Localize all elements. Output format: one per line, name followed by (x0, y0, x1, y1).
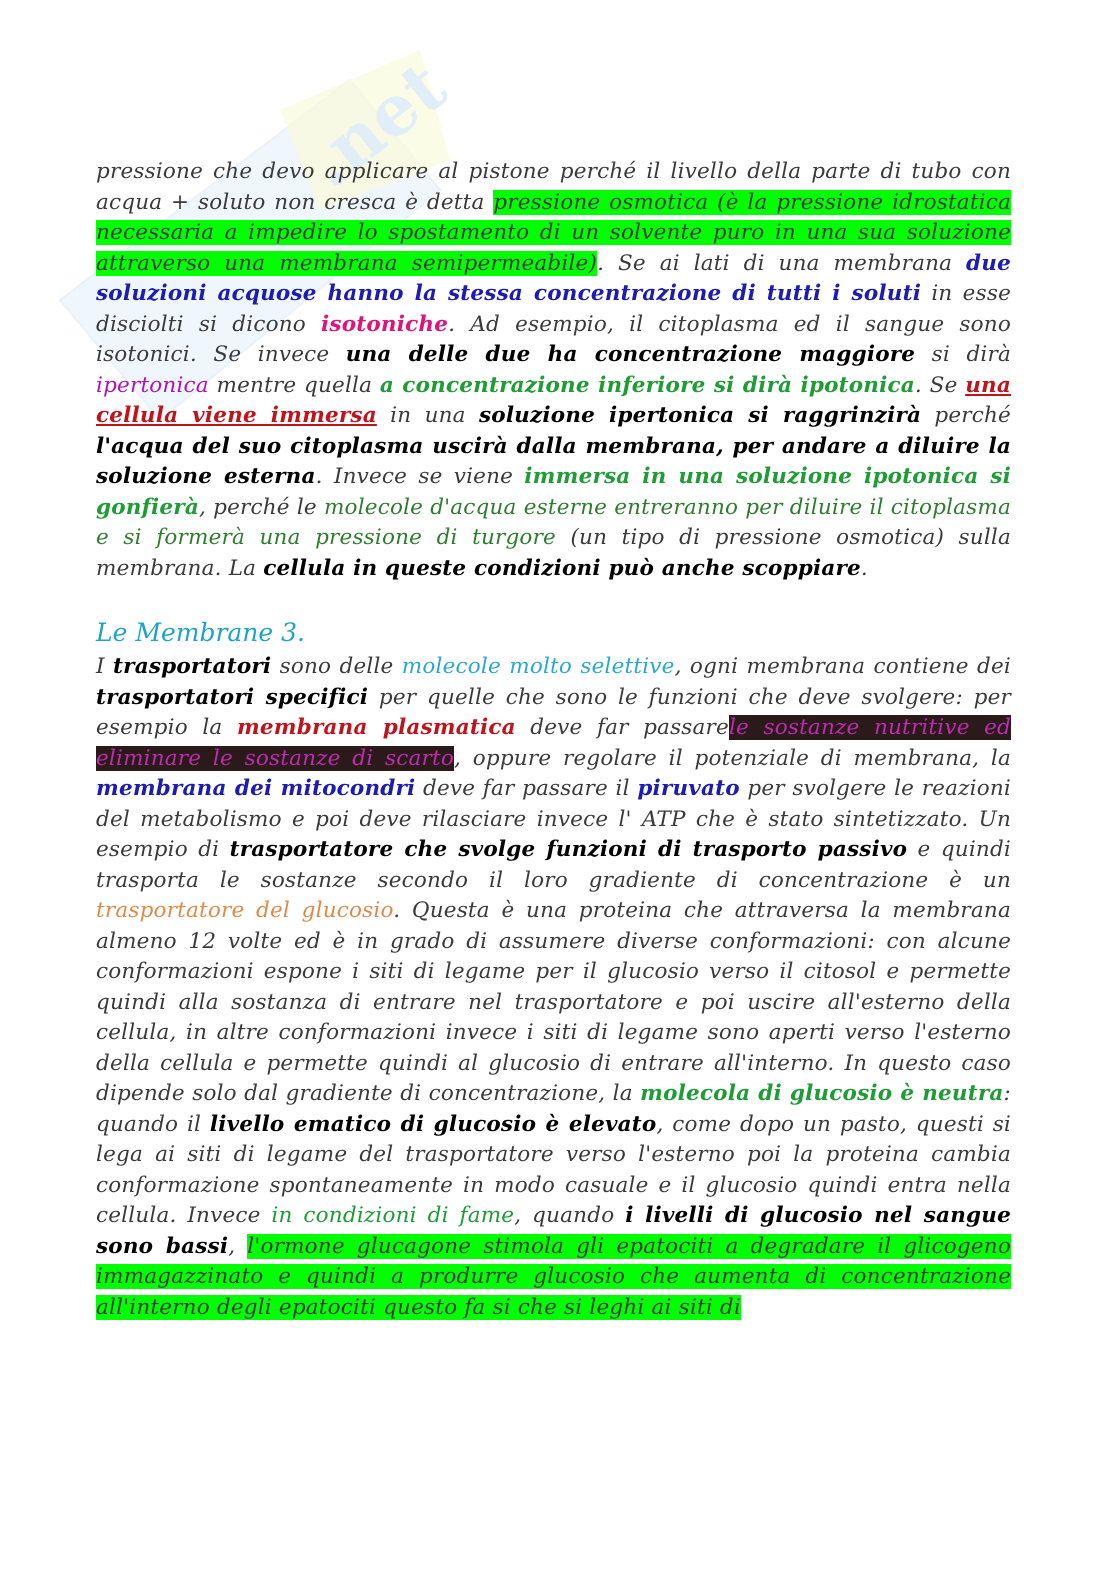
document-page (96, 157, 1011, 1323)
emphasis-pressione-turgore: molecole d'acqua esterne entreranno per diluire il citoplasma e si formerà una pressione di turgore (96, 494, 1011, 550)
text-run: . Questa è una proteina che attraversa la membrana almeno 12 volte ed è in grado di assumere diverse conformazioni: con alcune conformazioni espone i siti di legame per il glucosio verso il citosol e permette quindi alla sostanza di entrare nel trasportatore e poi uscire all'esterno della cellula, in altre conformazioni invece i siti di legame sono aperti verso l'esterno della cellula e permette quindi al glucosio di entrare all'interno. In questo caso dipende solo dal gradiente di concentrazione, la (96, 898, 1011, 1106)
text-run: in esse disciolti si dicono (96, 281, 1011, 337)
text-run: . (860, 555, 868, 581)
text-run: , oppure regolare il potenziale di membrana, la (454, 745, 1011, 771)
term-trasportatori-specifici: trasportatori specifici (96, 684, 369, 710)
text-run: in una (376, 403, 479, 428)
emphasis-raggrinzira: soluzione ipertonica si raggrinzirà (478, 403, 922, 428)
highlight-glucagone: l'ormone glucagone stimola gli epatociti a degradare il glicogeno immagazzinato e quindi a produrre glucosio che aumenta di concentrazione all'interno degli epatociti questo fa si che si leghi ai siti di (96, 1233, 1011, 1320)
emphasis-livello-ematico: livello ematico di glucosio è elevato (209, 1111, 657, 1137)
emphasis-concentrazione-maggiore: una delle due ha concentrazione maggiore (345, 342, 916, 367)
text-run: , perché le (198, 494, 324, 520)
paragraph-osmosis (96, 157, 1011, 584)
term-trasportatori: trasportatori (113, 654, 272, 679)
term-membrana-mitocondri: membrana dei mitocondri (96, 776, 416, 801)
text-run: , come dopo un pasto, questi si lega ai siti di legame del trasportatore verso l'esterno poi la proteina cambia conformazione spontaneamente in modo casuale e il glucosio quindi entra nella cellula. Invece (96, 1111, 1012, 1228)
text-run: deve far passare (515, 715, 729, 740)
emphasis-acqua-uscira: l'acqua del suo citoplasma uscirà dalla membrana, per andare a diluire la soluzione esterna (96, 433, 1011, 489)
emphasis-cellula-immersa: una cellula viene immersa (96, 372, 1011, 428)
emphasis-scoppiare: cellula in queste condizioni può anche scoppiare (263, 555, 861, 581)
emphasis-condizioni-fame: in condizioni di fame (271, 1203, 515, 1228)
emphasis-livelli-bassi: i livelli di glucosio nel sangue sono bassi (96, 1203, 1011, 1259)
text-run: , quando (514, 1203, 626, 1228)
text-run: . Invece se viene (315, 464, 525, 489)
text-run: . Se ai lati di una membrana (597, 250, 967, 276)
term-piruvato: piruvato (637, 776, 740, 801)
text-run: I (96, 654, 114, 679)
highlight-pressione-osmotica: pressione osmotica (è la pressione idrostatica necessaria a impedire lo spostamento di un solvente puro in una sua soluzione attraverso una membrana semipermeabile) (96, 189, 1011, 276)
section-heading: Le Membrane 3. (96, 618, 305, 647)
emphasis-soluzioni-acquose: due soluzioni acquose hanno la stessa concentrazione di tutti i soluti (96, 250, 1011, 306)
text-run: pressione che devo applicare al pistone perché il livello della parte di tubo con acqua + soluto non cresca è detta (96, 159, 1011, 215)
highlight-sostanze-nutritive: le sostanze nutritive ed eliminare le sostanze di scarto (96, 715, 1011, 771)
text-run: e quindi trasporta le sostanze secondo il loro gradiente di concentrazione è un (96, 837, 1011, 893)
text-run: per svolgere le reazioni del metabolismo e poi deve rilasciare invece l' ATP che è stato sintetizzato. Un esempio di (96, 776, 1011, 862)
text-run: . Ad esempio, il citoplasma ed il sangue sono isotonici. Se invece (96, 311, 1011, 367)
text-run: . Se (914, 372, 966, 398)
text-run: perché (921, 403, 1011, 428)
emphasis-trasporto-passivo: trasportatore che svolge funzioni di trasporto passivo (229, 837, 908, 862)
emphasis-molecole-selettive: molecole molto selettive (401, 654, 675, 679)
term-isotoniche: isotoniche (321, 311, 449, 337)
term-ipotonica: a concentrazione inferiore si dirà ipotonica (379, 372, 915, 398)
term-trasportatore-glucosio: trasportatore del glucosio (96, 898, 394, 923)
text-run: , (228, 1233, 248, 1259)
text-run: deve far passare il (415, 776, 638, 801)
watermark-text: .net (290, 44, 462, 204)
text-run: mentre quella (208, 372, 380, 398)
emphasis-glucosio-neutra: molecola di glucosio è neutra (640, 1081, 1004, 1106)
text-run: per quelle che sono le funzioni che deve svolgere: per esempio la (96, 684, 1011, 740)
emphasis-gonfiera: immersa in una soluzione ipotonica si gonfierà (96, 464, 1012, 520)
text-run: , ogni membrana contiene dei (674, 654, 1011, 679)
text-run: (un tipo di pressione osmotica) sulla membrana. La (96, 525, 1011, 581)
term-membrana-plasmatica: membrana plasmatica (236, 715, 516, 740)
text-run: si dirà (915, 342, 1011, 367)
term-ipertonica: ipertonica (96, 372, 209, 398)
text-run: : quando il (96, 1081, 1011, 1137)
paragraph-trasportatori (96, 652, 1011, 1323)
text-run: sono delle (271, 654, 402, 679)
